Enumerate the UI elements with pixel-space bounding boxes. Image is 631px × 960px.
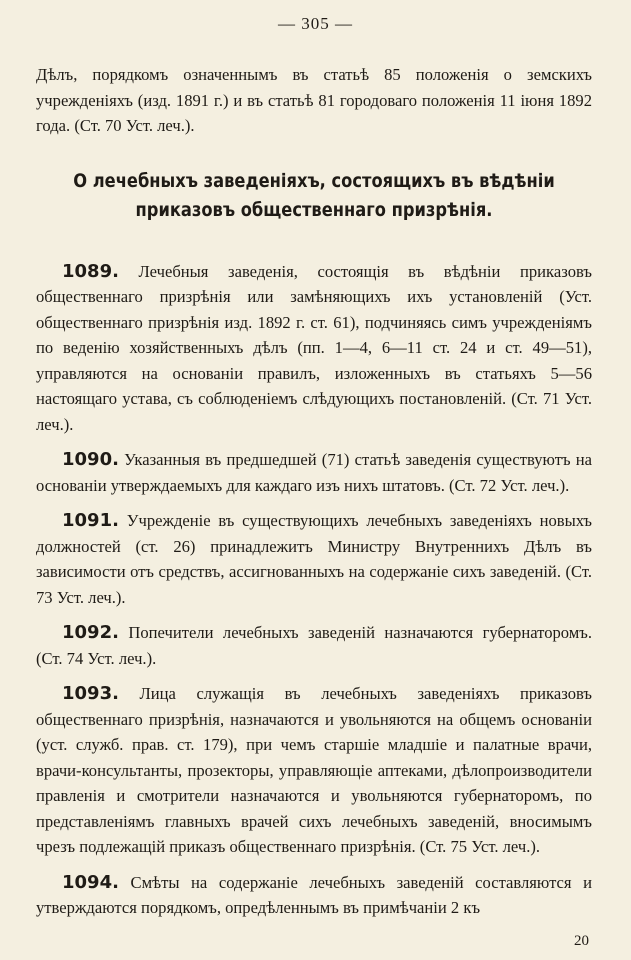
page-content <box>36 62 592 931</box>
article-number: 1093. <box>62 683 119 704</box>
article-1094 <box>36 870 592 921</box>
article-1091 <box>36 508 592 610</box>
article-text: Указанныя въ предшедшей (71) статьѣ заведенія существуютъ на основаніи утверждаемыхъ для каждаго изъ нихъ штатовъ. (Ст. 72 Уст. леч.). <box>36 450 592 495</box>
article-text: Попечители лечебныхъ заведеній назначаются губернаторомъ. (Ст. 74 Уст. леч.). <box>36 623 592 668</box>
article-1089 <box>36 259 592 438</box>
article-text: Лечебныя заведенія, состоящія въ вѣдѣніи приказовъ общественнаго призрѣнія или замѣняющихъ ихъ установленій (Уст. общественнаго призрѣнія изд. 1892 г. ст. 61), подчиняясь симъ учрежденіямъ по веденію хозяйственныхъ дѣлъ (пп. 1—4, 6—11 ст. 24 и ст. 49—51), управляются на основаніи правилъ, изложенныхъ въ статьяхъ 5—56 настоящаго устава, съ соблюденіемъ слѣдующихъ постановленій. (Ст. 71 Уст. леч.). <box>36 261 592 434</box>
article-number: 1091. <box>62 510 119 531</box>
article-text: Учрежденіе въ существующихъ лечебныхъ заведеніяхъ новыхъ должностей (ст. 26) принадлежитъ Министру Внутреннихъ Дѣлъ въ зависимости отъ средствъ, ассигнованныхъ на содержаніе сихъ заведеній. (Ст. 73 Уст. леч.). <box>36 511 592 607</box>
page-number: — 305 — <box>278 14 353 33</box>
article-1090 <box>36 447 592 498</box>
article-number: 1090. <box>62 449 119 470</box>
section-title: О лечебныхъ заведеніяхъ, состоящихъ въ вѣдѣніи приказовъ общественнаго призрѣнія. <box>73 170 555 221</box>
article-1092 <box>36 620 592 671</box>
article-1093 <box>36 681 592 860</box>
article-text: Лица служащія въ лечебныхъ заведеніяхъ приказовъ общественнаго призрѣнія, назначаются и увольняются на общемъ основаніи (уст. служб. прав. ст. 179), при чемъ старшіе младшіе и палатные врачи, врачи-консультанты, прозекторы, управляющіе аптеками, дѣлопроизводители правленія и смотрители назначаются и увольняются губернаторомъ, по представленіямъ главныхъ врачей сихъ лечебныхъ заведеній, вносимымъ чрезъ подлежащій приказъ общественнаго призрѣнія. (Ст. 75 Уст. леч.). <box>36 684 592 856</box>
article-text: Смѣты на содержаніе лечебныхъ заведеній составляются и утверждаются порядкомъ, опредѣленнымъ въ примѣчаніи 2 къ <box>36 872 592 917</box>
signature-mark: 20 <box>574 933 589 949</box>
article-number: 1089. <box>62 260 119 282</box>
article-number: 1092. <box>62 622 119 643</box>
intro-paragraph: Дѣлъ, порядкомъ означеннымъ въ статьѣ 85 положенія о земскихъ учрежденіяхъ (изд. 1891 г.) и въ статьѣ 81 городоваго положенія 11 іюня 1892 года. (Ст. 70 Уст. леч.). <box>36 65 592 135</box>
article-number: 1094. <box>62 871 119 893</box>
